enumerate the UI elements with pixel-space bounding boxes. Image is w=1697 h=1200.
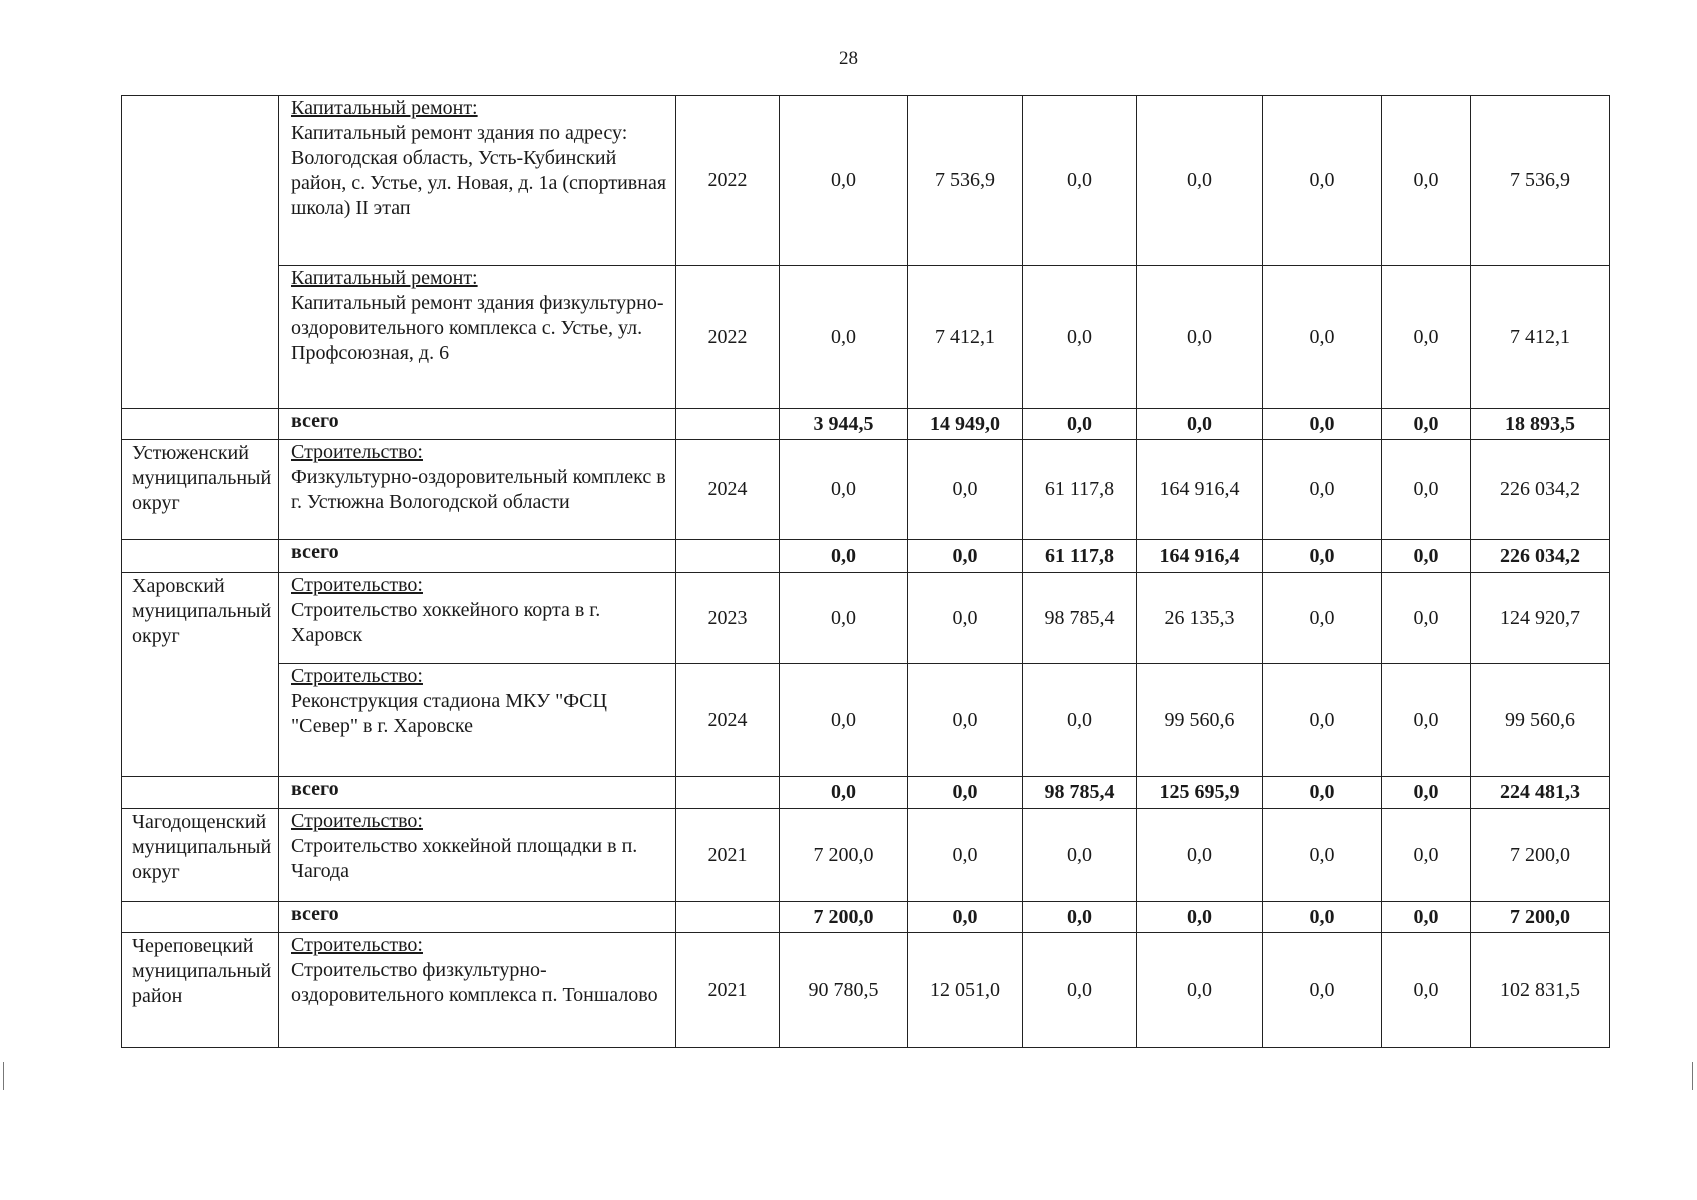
- value-cell: 0,0: [1382, 96, 1471, 266]
- value-cell: 0,0: [1263, 664, 1382, 777]
- total-value: 0,0: [1382, 540, 1471, 573]
- total-row: [122, 777, 1610, 809]
- table-row: [122, 266, 1610, 409]
- object-name: Физкультурно-оздоровительный комплекс в г. Устюжна Вологодской области: [291, 466, 666, 513]
- object-name: Строительство хоккейной площадки в п. Чагода: [291, 835, 638, 882]
- table-row: [122, 933, 1610, 1048]
- value-cell: 0,0: [1263, 933, 1382, 1048]
- value-cell: 0,0: [1382, 809, 1471, 902]
- total-value: 98 785,4: [1023, 777, 1137, 809]
- value-cell: 0,0: [1263, 573, 1382, 664]
- scan-margin-mark-left: [3, 1062, 4, 1090]
- object-cell: [279, 440, 676, 540]
- total-value: 14 949,0: [908, 409, 1023, 440]
- object-type: Строительство:: [291, 574, 423, 596]
- table-row: [122, 573, 1610, 664]
- year-cell: 2021: [676, 933, 780, 1048]
- object-name: Строительство хоккейного корта в г. Харовск: [291, 599, 601, 646]
- total-value: 224 481,3: [1471, 777, 1610, 809]
- total-value: 3 944,5: [780, 409, 908, 440]
- value-cell: 0,0: [1023, 809, 1137, 902]
- object-type: Капитальный ремонт:: [291, 267, 478, 289]
- total-label: всего: [279, 902, 676, 933]
- value-cell: 0,0: [1382, 266, 1471, 409]
- year-cell: 2021: [676, 809, 780, 902]
- total-label: всего: [279, 409, 676, 440]
- object-cell: [279, 266, 676, 409]
- value-cell: 124 920,7: [1471, 573, 1610, 664]
- value-cell: 164 916,4: [1137, 440, 1263, 540]
- value-cell: 0,0: [1382, 933, 1471, 1048]
- total-value: 0,0: [908, 902, 1023, 933]
- total-value: 7 200,0: [1471, 902, 1610, 933]
- year-cell: [676, 902, 780, 933]
- value-cell: 12 051,0: [908, 933, 1023, 1048]
- district-cell: [122, 902, 279, 933]
- value-cell: 0,0: [780, 664, 908, 777]
- value-cell: 0,0: [1023, 664, 1137, 777]
- district-cell: [122, 96, 279, 409]
- value-cell: 0,0: [780, 96, 908, 266]
- object-type: Строительство:: [291, 810, 423, 832]
- value-cell: 0,0: [1023, 96, 1137, 266]
- value-cell: 26 135,3: [1137, 573, 1263, 664]
- value-cell: 0,0: [1263, 440, 1382, 540]
- value-cell: 226 034,2: [1471, 440, 1610, 540]
- district-cell: Харовский муниципальный округ: [122, 573, 279, 777]
- object-type: Строительство:: [291, 441, 423, 463]
- total-value: 0,0: [1382, 777, 1471, 809]
- year-cell: 2024: [676, 664, 780, 777]
- district-name: Чагодощенский муниципальный округ: [132, 811, 272, 883]
- page-number: 28: [839, 48, 858, 69]
- scan-margin-mark-right: [1692, 1062, 1693, 1090]
- total-value: 0,0: [1382, 409, 1471, 440]
- total-value: 0,0: [1023, 409, 1137, 440]
- value-cell: 0,0: [1382, 573, 1471, 664]
- district-cell: [122, 809, 279, 902]
- object-cell: [279, 573, 676, 664]
- total-value: 18 893,5: [1471, 409, 1610, 440]
- total-row: [122, 409, 1610, 440]
- object-cell: [279, 809, 676, 902]
- value-cell: 99 560,6: [1471, 664, 1610, 777]
- value-cell: 61 117,8: [1023, 440, 1137, 540]
- value-cell: 0,0: [908, 573, 1023, 664]
- value-cell: 0,0: [780, 440, 908, 540]
- object-cell: [279, 933, 676, 1048]
- table-row: [122, 664, 1610, 777]
- value-cell: 0,0: [1263, 809, 1382, 902]
- value-cell: 0,0: [1023, 933, 1137, 1048]
- year-cell: 2023: [676, 573, 780, 664]
- value-cell: 0,0: [780, 266, 908, 409]
- total-value: 0,0: [1137, 902, 1263, 933]
- object-name: Реконструкция стадиона МКУ "ФСЦ "Север" в г. Харовске: [291, 690, 607, 737]
- district-cell: [122, 540, 279, 573]
- total-value: 226 034,2: [1471, 540, 1610, 573]
- year-cell: 2022: [676, 266, 780, 409]
- table-row: [122, 96, 1610, 266]
- total-row: [122, 540, 1610, 573]
- district-cell: Устюженский муниципальный округ: [122, 440, 279, 540]
- value-cell: 7 412,1: [908, 266, 1023, 409]
- object-type: Строительство:: [291, 934, 423, 956]
- year-cell: 2024: [676, 440, 780, 540]
- total-value: 0,0: [780, 777, 908, 809]
- total-value: 61 117,8: [1023, 540, 1137, 573]
- value-cell: 0,0: [780, 573, 908, 664]
- total-value: 0,0: [780, 540, 908, 573]
- value-cell: 90 780,5: [780, 933, 908, 1048]
- total-value: 0,0: [908, 540, 1023, 573]
- value-cell: 0,0: [908, 664, 1023, 777]
- value-cell: 7 536,9: [908, 96, 1023, 266]
- total-value: 7 200,0: [780, 902, 908, 933]
- table-row: [122, 440, 1610, 540]
- value-cell: 0,0: [1382, 440, 1471, 540]
- table-row: [122, 809, 1610, 902]
- value-cell: 0,0: [1137, 266, 1263, 409]
- total-label: всего: [279, 540, 676, 573]
- total-label: всего: [279, 777, 676, 809]
- year-cell: [676, 540, 780, 573]
- total-value: 164 916,4: [1137, 540, 1263, 573]
- value-cell: 0,0: [908, 809, 1023, 902]
- object-name: Капитальный ремонт здания по адресу: Вологодская область, Усть-Кубинский район, с. Устье, ул. Новая, д. 1а (спортивная школа) II этап: [291, 122, 667, 219]
- total-value: 0,0: [1263, 409, 1382, 440]
- year-cell: [676, 409, 780, 440]
- value-cell: 99 560,6: [1137, 664, 1263, 777]
- value-cell: 102 831,5: [1471, 933, 1610, 1048]
- district-cell: [122, 409, 279, 440]
- total-value: 0,0: [1263, 902, 1382, 933]
- total-value: 0,0: [1023, 902, 1137, 933]
- object-cell: [279, 664, 676, 777]
- object-type: Строительство:: [291, 665, 423, 687]
- total-value: 125 695,9: [1137, 777, 1263, 809]
- total-row: [122, 902, 1610, 933]
- value-cell: 0,0: [1263, 96, 1382, 266]
- object-type: Капитальный ремонт:: [291, 97, 478, 119]
- year-cell: [676, 777, 780, 809]
- total-value: 0,0: [1263, 777, 1382, 809]
- object-cell: [279, 96, 676, 266]
- total-value: 0,0: [1263, 540, 1382, 573]
- value-cell: 7 200,0: [780, 809, 908, 902]
- total-value: 0,0: [908, 777, 1023, 809]
- value-cell: 7 200,0: [1471, 809, 1610, 902]
- year-cell: 2022: [676, 96, 780, 266]
- object-name: Капитальный ремонт здания физкультурно-оздоровительного комплекса с. Устье, ул. Профсоюзная, д. 6: [291, 292, 664, 364]
- value-cell: 0,0: [908, 440, 1023, 540]
- value-cell: 0,0: [1263, 266, 1382, 409]
- value-cell: 7 412,1: [1471, 266, 1610, 409]
- total-value: 0,0: [1382, 902, 1471, 933]
- value-cell: 0,0: [1382, 664, 1471, 777]
- value-cell: 0,0: [1137, 96, 1263, 266]
- district-cell: [122, 777, 279, 809]
- value-cell: 0,0: [1137, 933, 1263, 1048]
- district-cell: Череповецкий муниципальный район: [122, 933, 279, 1048]
- value-cell: 98 785,4: [1023, 573, 1137, 664]
- total-value: 0,0: [1137, 409, 1263, 440]
- object-name: Строительство физкультурно-оздоровительного комплекса п. Тоншалово: [291, 959, 658, 1006]
- value-cell: 0,0: [1137, 809, 1263, 902]
- value-cell: 0,0: [1023, 266, 1137, 409]
- value-cell: 7 536,9: [1471, 96, 1610, 266]
- investment-table: [121, 95, 1610, 1048]
